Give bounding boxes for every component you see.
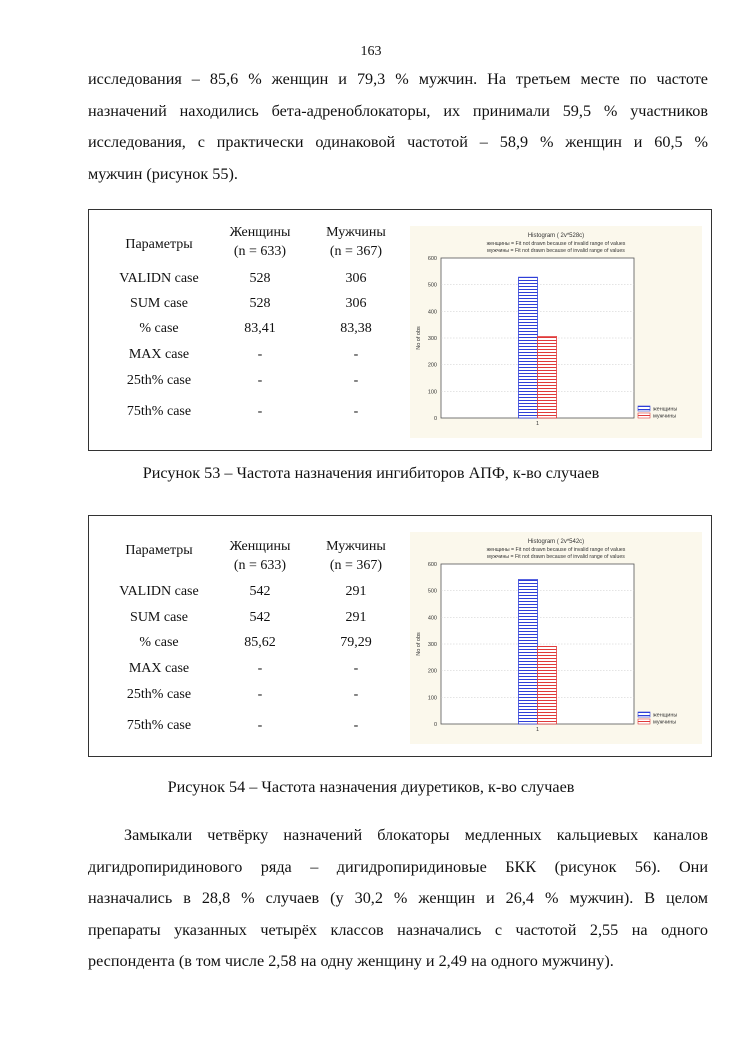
- y-tick-label: 0: [433, 722, 437, 728]
- bar-мужчины: [538, 646, 557, 724]
- table-cell: 291: [345, 584, 367, 599]
- x-tick-label: 1: [535, 421, 540, 427]
- y-axis-label: No of obs: [416, 326, 422, 350]
- text-line: Замыкали четвёрку назначений блокаторы медленных кальциевых каналов: [124, 826, 708, 844]
- chart-subtitle: мужчины = Fit not drawn because of invalid range of values: [487, 554, 625, 560]
- table-row-label: 75th% case: [126, 718, 192, 733]
- table-cell: 528: [249, 271, 271, 286]
- table-subheader-women: (n = 633): [233, 558, 287, 573]
- table-cell: -: [353, 347, 359, 362]
- table-header-params: Параметры: [125, 237, 193, 252]
- page-number: 163: [360, 44, 382, 59]
- y-tick-label: 200: [427, 668, 437, 675]
- table-cell: -: [257, 347, 263, 362]
- table-cell: 306: [345, 296, 367, 311]
- histogram-chart: [410, 532, 702, 744]
- y-tick-label: 100: [427, 389, 437, 396]
- table-cell: -: [257, 404, 263, 419]
- table-cell: 83,38: [340, 321, 372, 336]
- text-line: респондента (в том числе 2,58 на одну женщину и 2,49 на одного мужчину).: [88, 952, 614, 970]
- text-line: назначений находились бета-адреноблокаторы, их принимали 59,5 % участников: [88, 101, 708, 120]
- text-line: назначались в 28,8 % случаев (у 30,2 % женщин и 26,4 % мужчин). В целом: [88, 889, 708, 907]
- table-row-label: 25th% case: [126, 687, 192, 702]
- legend-swatch: [638, 406, 650, 411]
- y-tick-label: 600: [427, 562, 437, 568]
- table-cell: 291: [345, 610, 367, 625]
- table-row-label: % case: [139, 635, 179, 650]
- table-cell: 306: [345, 271, 367, 286]
- table-cell: -: [257, 373, 263, 388]
- histogram-svg: [410, 226, 702, 438]
- table-cell: -: [353, 718, 359, 733]
- x-tick-label: 1: [535, 727, 540, 733]
- table-header-men: Мужчины: [326, 539, 386, 554]
- table-cell: -: [353, 404, 359, 419]
- table-row-label: % case: [139, 321, 179, 336]
- legend-label: мужчины: [653, 719, 677, 726]
- stats-table: [89, 516, 409, 756]
- table-row-label: VALIDN case: [119, 271, 199, 286]
- table-row-label: MAX case: [128, 661, 190, 676]
- bar-женщины: [519, 579, 538, 724]
- y-tick-label: 500: [427, 282, 437, 289]
- figure-54: [88, 515, 712, 757]
- y-tick-label: 300: [427, 642, 437, 648]
- y-tick-label: 100: [427, 695, 437, 702]
- table-cell: -: [353, 373, 359, 388]
- text-line: препараты указанных четырёх классов назначались с частотой 2,55 на одного: [88, 920, 708, 939]
- text-line: мужчин (рисунок 55).: [88, 164, 238, 183]
- table-subheader-women: (n = 633): [233, 244, 287, 259]
- y-axis-label: No of obs: [416, 632, 422, 656]
- intro-paragraph: [88, 64, 708, 190]
- table-cell: 85,62: [244, 635, 276, 650]
- table-cell: -: [353, 687, 359, 702]
- chart-title: Histogram ( 2v*528c): [527, 233, 585, 239]
- stats-table: [89, 210, 409, 450]
- legend-label: мужчины: [653, 413, 677, 420]
- table-row-label: 25th% case: [126, 373, 192, 388]
- histogram-svg: [410, 532, 702, 744]
- table-cell: 542: [249, 610, 271, 625]
- legend-label: женщины: [653, 406, 678, 413]
- table-header-women: Женщины: [229, 539, 291, 554]
- table-subheader-men: (n = 367): [329, 244, 383, 259]
- table-header-men: Мужчины: [326, 225, 386, 240]
- table-row-label: SUM case: [130, 296, 188, 311]
- bar-мужчины: [538, 336, 557, 418]
- legend-swatch: [638, 719, 650, 724]
- table-row-label: MAX case: [128, 347, 190, 362]
- y-tick-label: 600: [427, 256, 437, 262]
- table-cell: 79,29: [340, 635, 372, 650]
- table-header-params: Параметры: [125, 543, 193, 558]
- bar-женщины: [519, 277, 538, 418]
- chart-title: Histogram ( 2v*542c): [527, 539, 585, 545]
- table-cell: -: [257, 687, 263, 702]
- table-row-label: VALIDN case: [119, 584, 199, 599]
- text-line: исследования, с практически одинаковой частотой – 58,9 % женщин и 60,5 %: [88, 133, 708, 151]
- table-cell: -: [353, 661, 359, 676]
- table-cell: 542: [249, 584, 271, 599]
- y-tick-label: 200: [427, 362, 437, 369]
- y-tick-label: 400: [427, 309, 437, 316]
- table-cell: -: [257, 661, 263, 676]
- y-tick-label: 0: [433, 416, 437, 422]
- histogram-chart: [410, 226, 702, 438]
- y-tick-label: 300: [427, 336, 437, 342]
- text-line: дигидропиридинового ряда – дигидропиридиновые БКК (рисунок 56). Они: [88, 857, 708, 876]
- table-row-label: 75th% case: [126, 404, 192, 419]
- figure-caption: Рисунок 54 – Частота назначения диуретиков, к-во случаев: [167, 778, 575, 796]
- chart-subtitle: мужчины = Fit not drawn because of invalid range of values: [487, 248, 625, 254]
- chart-subtitle: женщины = Fit not drawn because of invalid range of values: [486, 547, 626, 553]
- figure-caption: Рисунок 53 – Частота назначения ингибиторов АПФ, к-во случаев: [142, 464, 600, 482]
- table-cell: 83,41: [244, 321, 276, 336]
- table-subheader-men: (n = 367): [329, 558, 383, 573]
- legend-swatch: [638, 712, 650, 717]
- table-cell: 528: [249, 296, 271, 311]
- y-tick-label: 400: [427, 615, 437, 622]
- y-tick-label: 500: [427, 588, 437, 595]
- table-row-label: SUM case: [130, 610, 188, 625]
- chart-subtitle: женщины = Fit not drawn because of invalid range of values: [486, 241, 626, 247]
- table-header-women: Женщины: [229, 225, 291, 240]
- table-cell: -: [257, 718, 263, 733]
- text-line: исследования – 85,6 % женщин и 79,3 % мужчин. На третьем месте по частоте: [88, 70, 708, 88]
- figure-53: [88, 209, 712, 451]
- outro-paragraph: [88, 820, 708, 978]
- legend-swatch: [638, 413, 650, 418]
- legend-label: женщины: [653, 712, 678, 719]
